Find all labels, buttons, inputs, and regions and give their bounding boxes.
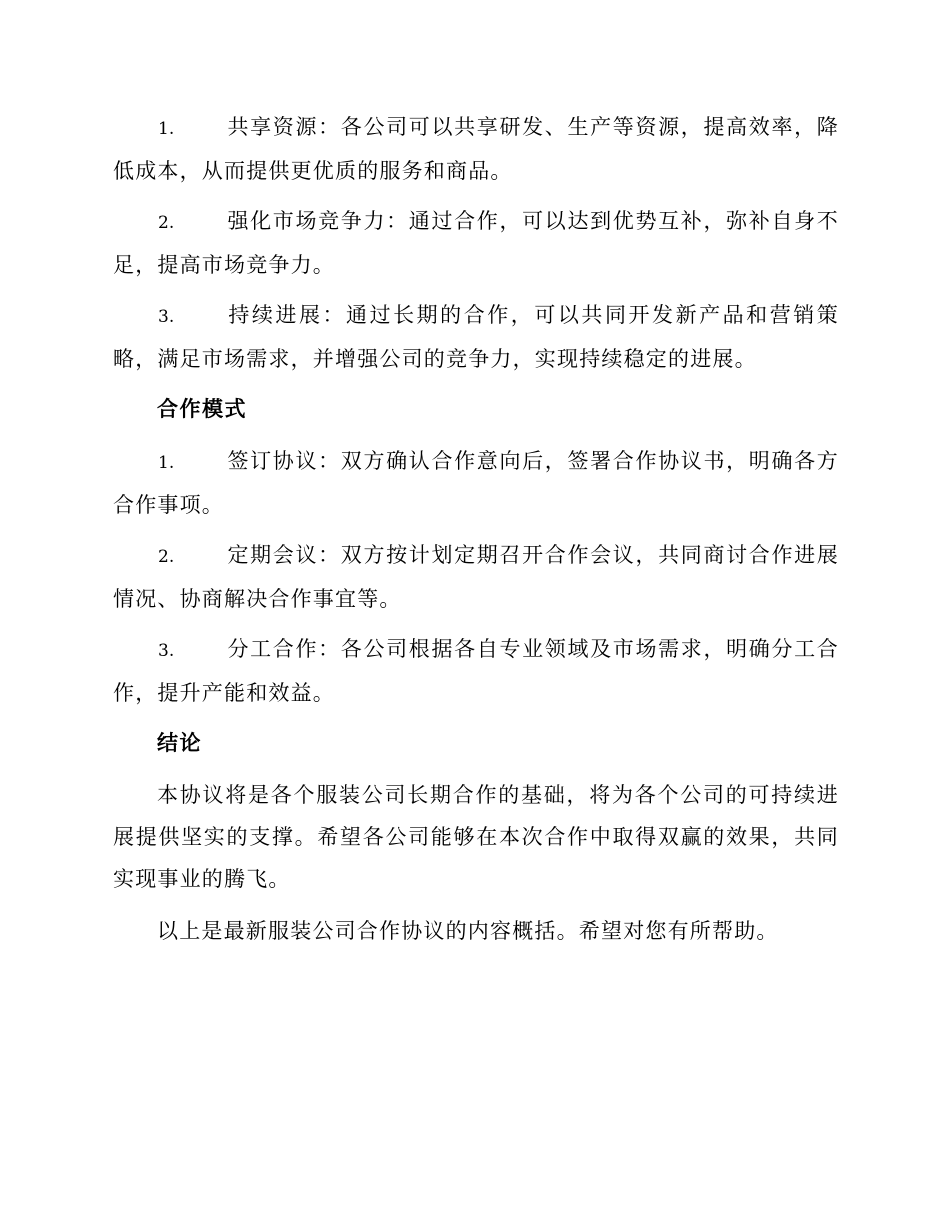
list-text: 签订协议：双方确认合作意向后，签署合作协议书，明确各方合作事项。 [113,449,839,517]
mode-item-3 [113,628,839,714]
benefit-item-3 [113,294,839,380]
list-number: 3. [158,641,175,661]
list-text: 共享资源：各公司可以共享研发、生产等资源，提高效率，降低成本，从而提供更优质的服务和商品。 [113,115,839,183]
list-text: 分工合作：各公司根据各自专业领域及市场需求，明确分工合作，提升产能和效益。 [113,637,839,705]
list-number: 1. [158,119,175,139]
list-number: 1. [158,453,175,473]
list-text: 定期会议：双方按计划定期召开合作会议，共同商讨合作进展情况、协商解决合作事宜等。 [113,543,839,611]
list-text: 持续进展：通过长期的合作，可以共同开发新产品和营销策略，满足市场需求，并增强公司的竞争力，实现持续稳定的进展。 [113,303,839,371]
benefit-item-1 [113,106,839,192]
list-text: 强化市场竞争力：通过合作，可以达到优势互补，弥补自身不足，提高市场竞争力。 [113,209,839,277]
list-number: 2. [158,547,175,567]
section-heading-conclusion: 结论 [157,731,202,755]
benefit-item-2 [113,200,839,286]
list-number: 2. [158,213,175,233]
section-heading-cooperation-mode: 合作模式 [157,397,247,421]
list-number: 3. [158,307,175,327]
conclusion-paragraph: 本协议将是各个服装公司长期合作的基础，将为各个公司的可持续进展提供坚实的支撑。希望各公司能够在本次合作中取得双赢的效果，共同实现事业的腾飞。 [113,783,839,891]
closing-paragraph: 以上是最新服装公司合作协议的内容概括。希望对您有所帮助。 [157,919,779,943]
mode-item-2 [113,534,839,620]
mode-item-1 [113,440,839,526]
